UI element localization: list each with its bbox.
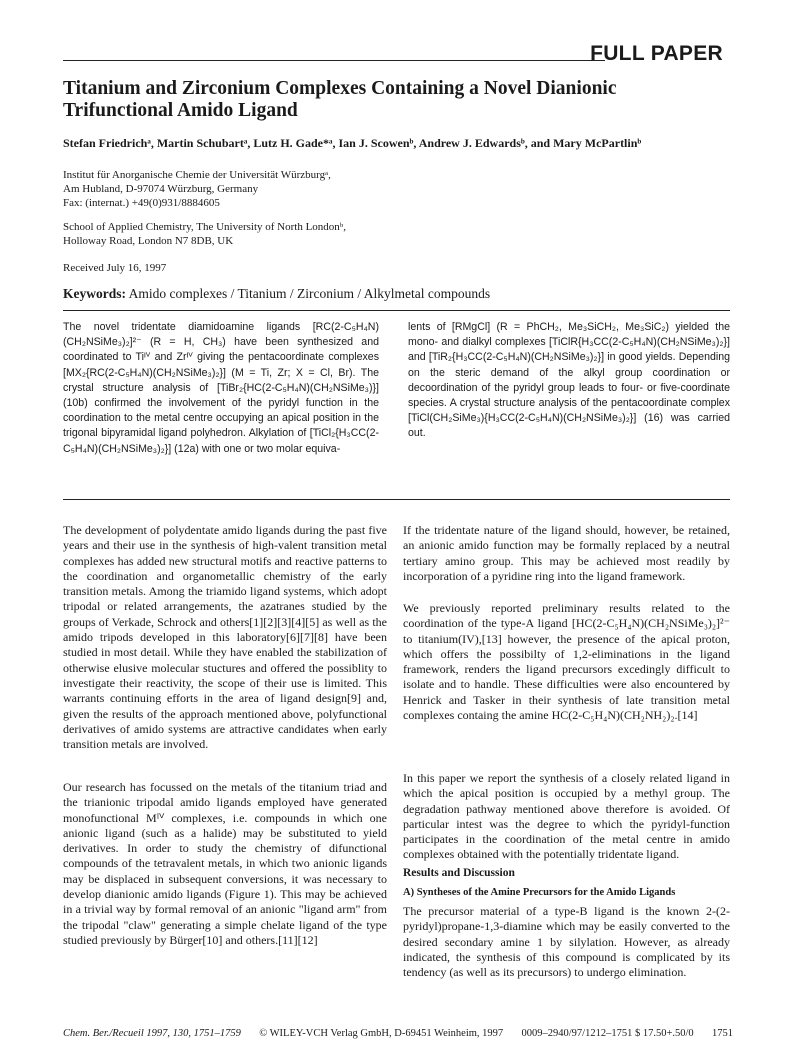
article-code: 0009–2940/97/1212–1751 $ 17.50+.50/0: [521, 1028, 694, 1039]
title-line-2: Trifunctional Amido Ligand: [63, 100, 298, 121]
header-rule: [63, 60, 605, 61]
page-footer: [63, 1028, 733, 1039]
page-number: 1751: [712, 1028, 733, 1039]
abstract-right-column: lents of [RMgCl] (R = PhCH₂, Me₃SiCH₂, Me₃SiC₂) yielded the mono- and dialkyl complexes [TiClR{H₃CC(2-C₅H₄N)(CH₂NSiMe₃)₂}] and [TiR₂{H₃CC(2-C₅H₄N)(CH₂NSiMe₃)₂}] in good yields. Depending on the steric demand of the alkyl group coordination or decoordination of the pyridyl group leads to four- or five-coordinate species. A crystal structure analysis of the pentacoordinate complex [TiCl(CH₂SiMe₃){H₃CC(2-C₅H₄N)(CH₂NSiMe₃)₂}] (16) was carried out.: [408, 321, 730, 440]
body-paragraph-research: Our research has focussed on the metals of the titanium triad and the trianionic tripodal amido ligands employed have generated monofunctional Mᴵⱽ complexes, i.e. compounds in which one anionic ligand (such as a halide) may be substituted to yield derivatives. In order to study the chemistry of difunctional compounds of the tetravalent metals, in which two anionic ligands may be displaced in subsequent conversions, it was necessary to develop dianionic amido ligands (Figure 1). This may be achieved in a trivial way by formal removal of an anionic "ligand arm" from the tripodal "claw" generating a simple chelate ligand of the type studied previously by Bürger[10] and others.[11][12]: [63, 780, 387, 947]
abstract-bottom-rule: [63, 499, 730, 500]
received-date: Received July 16, 1997: [63, 262, 167, 274]
keywords-line: [63, 286, 490, 302]
results-heading: Results and Discussion: [403, 867, 515, 879]
abstract-top-rule: [63, 310, 730, 311]
abstract-left-column: The novel tridentate diamidoamine ligands [RC(2-C₅H₄N)(CH₂NSiMe₃)₂]²⁻ (R = H, CH₃) have been synthesized and coordinated to Tiᴵⱽ and Zrᴵⱽ giving the pentacoordinate complexes [MX₂{RC(2-C₅H₄N)(CH₂NSiMe₃)₂}] (M = Ti, Zr; X = Cl, Br). The crystal structure analysis of [TiBr₂{HC(2-C₅H₄N)(CH₂NSiMe₃)}] (10b) confirmed the involvement of the pyridyl function in the coordination to the metal centre occupying an apical position in the trigonal bipyramidal ligand polyhedron. Alkylation of [TiCl₂{H₃CC(2-C₅H₄N)(CH₂NSiMe₃)₂}] (12a) with one or two molar equiva-: [63, 321, 379, 455]
body-paragraph-tridentate: If the tridentate nature of the ligand should, however, be retained, an anionic amido function may be formally replaced by a neutral tertiary amino group. This may be achieved most readily by incorporation of a pyridine ring into the ligand framework.: [403, 523, 730, 583]
body-paragraph-precursor: The precursor material of a type-B ligand is the known 2-(2-pyridyl)propane-1,3-diamine which may be easily converted to the desired secondary amine 1 by silylation. However, as already indicated, the synthesis of this compound is complicated by its tendency (as well as its precursors) to undergo elimination.: [403, 904, 730, 980]
affiliation-wuerzburg: Institut für Anorganische Chemie der Universität Würzburgᵃ, Am Hubland, D-97074 Würzburg, Germany Fax: (internat.) +49(0)931/8884605: [63, 169, 331, 209]
body-paragraph-this-paper: In this paper we report the synthesis of a closely related ligand in which the apical position is occupied by a methyl group. The degradation pathway mentioned above therefore is avoided. Of particular intest was the degree to which the pyridyl-function participates in the coordination of the metal centre in amido complexes obtained with the potentially tridentate ligand.: [403, 771, 730, 862]
title-line-1: Titanium and Zirconium Complexes Containing a Novel Dianionic: [63, 78, 617, 99]
article-title: [63, 78, 723, 122]
section-label: FULL PAPER: [590, 42, 723, 65]
keywords-text: Amido complexes / Titanium / Zirconium / Alkylmetal compounds: [128, 286, 491, 301]
publisher-notice: © WILEY-VCH Verlag GmbH, D-69451 Weinheim, 1997: [259, 1028, 504, 1039]
subsection-heading: A) Syntheses of the Amine Precursors for the Amido Ligands: [403, 887, 676, 898]
body-paragraph-intro: The development of polydentate amido ligands during the past five years and their use in the synthesis of high-valent transition metal complexes has added new structural motifs and reactive patterns to the coordination and organometallic chemistry of the early transition metals. Among the triamido ligand systems, which adopt tripodal or related arrangements, the azatranes studied by the groups of Verkade, Schrock and others[1][2][3][4][5] as well as the amido tripods developed in this laboratory[6][7][8] have been studied in most detail. While they have enabled the stabilization of otherwise elusive molecular stuctures and offered the possiblity to investigate their reactivity, the scope of their use is limited. This warrants continuing efforts in the area of ligand design[9] and, given the results of the approach mentioned above, polyfunctional derivatives of amido systems are attractive candidates when early transition metals are involved.: [63, 523, 387, 752]
affiliation-london: School of Applied Chemistry, The University of North Londonᵇ, Holloway Road, London N7 8DB, UK: [63, 221, 346, 247]
keywords-label: Keywords:: [63, 286, 126, 301]
journal-citation: Chem. Ber./Recueil 1997, 130, 1751–1759: [63, 1028, 241, 1039]
author-list: Stefan Friedrichᵃ, Martin Schubartᵃ, Lutz H. Gade*ᵃ, Ian J. Scowenᵇ, Andrew J. Edwardsᵇ, and Mary McPartlinᵇ: [63, 136, 642, 150]
body-paragraph-previous: We previously reported preliminary results related to the coordination of the type-A ligand [HC(2-C₅H₄N)(CH₂NSiMe₃)₂]²⁻ to titanium(IV),[13] however, the presence of the apical proton, which offers the possibilty of 1,2-eliminations in the ligand framework, renders the ligand precursors excedingly difficult to isolate and to handle. These difficulties were also encountered by Henrick and Tasker in their synthesis of late transition metal complexes containg the amine HC(2-C₅H₄N)(CH₂NH₂)₂.[14]: [403, 601, 730, 723]
